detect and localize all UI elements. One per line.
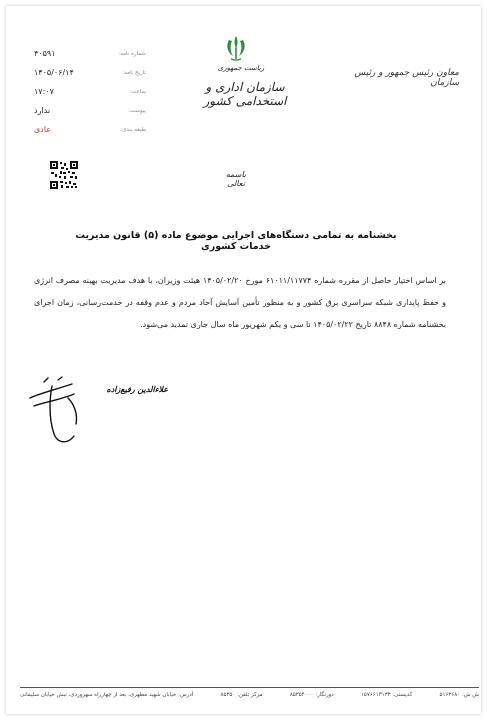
footer-fax: دورنگار: ۸۵۳۵۴۰۰۰ <box>289 692 334 698</box>
footer-divider <box>20 687 479 688</box>
letter-footer <box>20 692 479 698</box>
salutation: باسمه تعالی <box>225 170 247 188</box>
iran-emblem-icon <box>223 34 249 62</box>
meta-value: ۱۴۰۵/۰۶/۱۴ <box>34 68 74 77</box>
presidency-label: ریاست جمهوری <box>217 64 265 72</box>
footer-phone: مرکز تلفن: ۸۵۳۵۰ <box>220 692 263 698</box>
meta-row-classification <box>34 120 146 139</box>
meta-value: ندارد <box>34 106 51 115</box>
deputy-title: معاون رئیس جمهور و رئیس سازمان <box>354 68 459 88</box>
letter-meta <box>34 44 146 139</box>
letter-title: بخشنامه به تمامی دستگاه‌های اجرایی موضوع ماده (۵) قانون مدیریت خدمات کشوری <box>75 230 397 252</box>
meta-row-attachment <box>34 101 146 120</box>
letter-body: بر اساس اختیار حاصل از مقرره شماره ۶۱۰۱۱/۱۱۷۷۴ مورخ ۱۴۰۵/۰۲/۲۰ هیئت وزیران، با هدف مدیریت بهینه مصرف انرژی و حفظ پایداری شبکه سراسری برق کشور و به منظور تأمین آسایش آحاد مردم و عدم وقفه در خدمت‌رسانی، زمان اجرای بخشنامه شماره ۸۸۴۸ تاریخ ۱۴۰۵/۰۲/۲۲ تا سی و یکم شهریور ماه سال جاری تمدید می‌شود. <box>34 276 447 329</box>
organization-name: سازمان اداری و استخدامی کشور <box>203 80 287 108</box>
meta-value: عادی <box>34 125 52 134</box>
handwritten-signature-icon <box>24 376 90 454</box>
letter-page <box>6 6 481 714</box>
meta-label: پیوست: <box>128 107 146 114</box>
footer-address: آدرس: خیابان شهید مطهری، بعد از چهارراه سهروردی، نبش خیابان سلیمانی <box>20 692 194 698</box>
meta-value: ۱۷:۰۷ <box>34 87 54 96</box>
meta-row-time <box>34 82 146 101</box>
signer-name: علاءالدین رفیع‌زاده <box>106 384 168 394</box>
meta-value: ۴۰۵۹۱ <box>34 49 56 58</box>
meta-label: تاریخ نامه: <box>122 69 146 76</box>
meta-label: شماره نامه: <box>118 50 146 57</box>
qr-code-icon <box>50 161 78 189</box>
meta-row-number <box>34 44 146 63</box>
footer-national-id: ش ش: ۵۱۶۳۶۸۰ <box>439 692 479 698</box>
meta-row-date <box>34 63 146 82</box>
meta-label: طبقه بندی: <box>120 126 146 133</box>
footer-postcode: کدپستی: ۱۵۷۶۶۱۳۱۳۳ <box>360 692 413 698</box>
meta-label: ساعت: <box>129 88 146 95</box>
